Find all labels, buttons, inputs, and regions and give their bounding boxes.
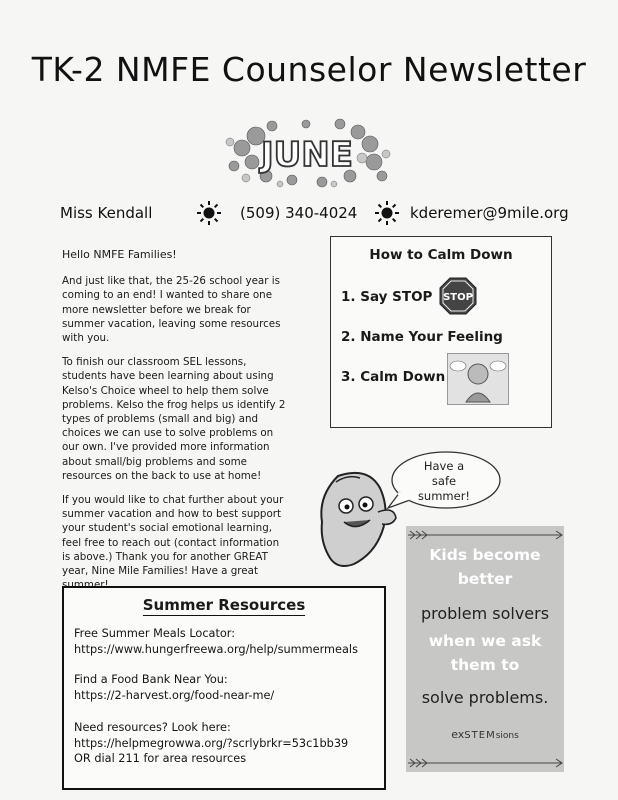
- stop-sign-text: STOP: [443, 292, 473, 303]
- letter-body: [62, 248, 288, 602]
- resource-label: Free Summer Meals Locator:: [74, 627, 236, 640]
- arrow-divider-icon: [406, 530, 564, 540]
- credit-part: sions: [495, 731, 519, 741]
- newsletter-title: TK-2 NMFE Counselor Newsletter: [31, 50, 587, 89]
- counselor-name: Miss Kendall: [60, 204, 153, 222]
- letter-paragraph: And just like that, the 25-26 school year is coming to an end! I wanted to share one more newsletter before we break for summer vacation, leaving some resources with you.: [62, 275, 281, 345]
- june-banner-image: [222, 118, 392, 190]
- june-banner-text: JUNE: [261, 135, 353, 175]
- resource-item: [74, 626, 358, 657]
- summer-resources-box: [62, 586, 386, 790]
- quote-line: problem solvers: [420, 604, 550, 623]
- resource-label: Need resources? Look here:: [74, 721, 231, 734]
- calm-step-1: 1. Say STOP: [341, 289, 433, 305]
- letter-paragraph: If you would like to chat further about your summer vacation and how to best support your student's social emotional learning, feel free to reach out (contact information is above.) Thank you for another GREAT year, Nine Mile Families! Have a great: [62, 494, 284, 578]
- calm-child-image: [447, 353, 509, 405]
- calm-down-box: [330, 236, 552, 428]
- summer-resources-title: [64, 596, 384, 614]
- speech-bubble-text: [396, 459, 492, 504]
- quote-line: when we ask: [428, 632, 542, 650]
- resource-item: [74, 720, 348, 767]
- calm-step-3: 3. Calm Down: [341, 369, 446, 385]
- quote-credit: [406, 728, 564, 741]
- resource-link[interactable]: https://helpmegrowwa.org/?scrlybrkr=53c1bb39: [74, 736, 349, 750]
- quote-line: solve problems.: [421, 688, 549, 707]
- quote-poster: [406, 526, 564, 772]
- sun-icon: [196, 200, 222, 226]
- speech-line: safe: [431, 474, 457, 488]
- resource-item: [74, 672, 274, 703]
- credit-part: ex: [451, 728, 465, 741]
- stop-sign-icon: [439, 277, 477, 315]
- credit-part: STEM: [464, 730, 496, 741]
- quote-line: them to: [450, 656, 520, 674]
- letter-greeting: Hello NMFE Families!: [62, 248, 177, 261]
- resource-note: OR dial 211 for area resources: [74, 752, 247, 765]
- resource-link[interactable]: https://www.hungerfreewa.org/help/summermeals: [74, 642, 358, 656]
- summer-resources-title-text: Summer Resources: [142, 596, 306, 614]
- arrow-divider-icon: [406, 758, 564, 768]
- speech-line: summer!: [417, 489, 471, 503]
- kelso-frog-illustration: [308, 466, 404, 570]
- counselor-email[interactable]: kderemer@9mile.org: [410, 204, 569, 222]
- quote-line: Kids become: [429, 546, 541, 564]
- resource-link[interactable]: https://2-harvest.org/food-near-me/: [74, 688, 275, 702]
- speech-line: Have a: [423, 459, 465, 473]
- calm-step-2: 2. Name Your Feeling: [341, 329, 503, 345]
- resource-label: Find a Food Bank Near You:: [74, 673, 228, 686]
- letter-paragraph: To finish our classroom SEL lessons, students have been learning about using Kelso's Choice wheel to help them solve problems. Kelso the frog helps us identify 2 types of problems (small and big) and choices we can use to solve problems on our own. I've provided more information about small/big problems and some resources on the back to use at home!: [62, 356, 286, 482]
- sun-icon: [374, 200, 400, 226]
- quote-line: better: [457, 570, 513, 588]
- counselor-phone: (509) 340-4024: [240, 204, 358, 222]
- calm-down-title: How to Calm Down: [369, 247, 513, 263]
